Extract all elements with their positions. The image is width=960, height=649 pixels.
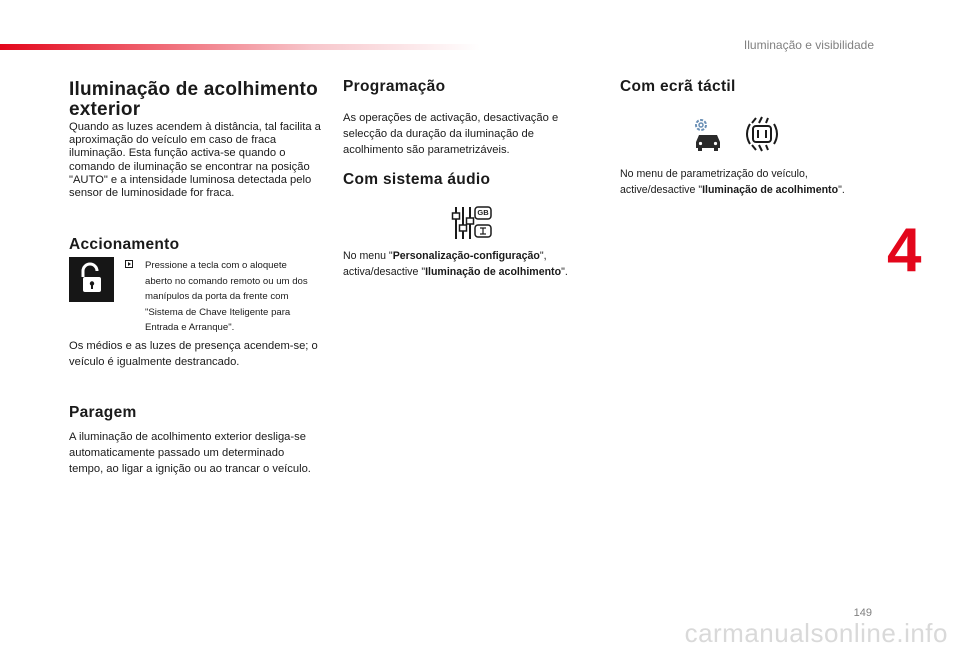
activation-bullet: Pressione a tecla com o aloquete aberto no comando remoto ou um dos manípulos da porta da frente com "Sistema de Chave Iteligente para Entrada e Arranque". bbox=[145, 260, 308, 333]
audio-heading: Com sistema áudio bbox=[343, 171, 491, 188]
touch-feature-name: Iluminação de acolhimento bbox=[702, 184, 839, 196]
intro-text bbox=[69, 121, 321, 200]
intro-paragraph: Quando as luzes acendem à distância, tal facilita a aproximação do veículo em caso de fraca iluminação. Esta função activa-se quando o comando de iluminação se encontrar na posição "AUTO" e a intensidade luminosa detectada pelo sensor de luminosidade for fraca. bbox=[69, 121, 321, 200]
audio-icon-label: GB bbox=[477, 208, 489, 217]
page-number: 149 bbox=[853, 607, 872, 619]
touch-text-part: ". bbox=[838, 184, 845, 196]
watermark: carmanualsonline.info bbox=[684, 618, 948, 648]
chapter-number: 4 bbox=[887, 216, 922, 285]
programming-heading: Programação bbox=[343, 78, 446, 95]
audio-text-part: No menu " bbox=[343, 250, 393, 262]
section-title: Iluminação de acolhimento exterior bbox=[69, 79, 318, 120]
audio-feature-name: Iluminação de acolhimento bbox=[425, 266, 562, 278]
touch-text-part: No menu de parametrização do veículo, active/desactive " bbox=[620, 168, 808, 196]
bullet-arrow-icon bbox=[125, 259, 135, 271]
audio-settings-icon bbox=[451, 205, 493, 241]
exterior-lighting-icon bbox=[742, 116, 782, 152]
programming-text: As operações de activação, desactivação e selecção da duração da iluminação de acolhimento são parametrizáveis. bbox=[343, 112, 559, 156]
vehicle-settings-icon bbox=[690, 116, 726, 152]
touchscreen-text bbox=[620, 166, 882, 198]
audio-text bbox=[343, 248, 598, 280]
chapter-title: Iluminação e visibilidade bbox=[743, 38, 874, 52]
stop-text: A iluminação de acolhimento exterior desliga-se automaticamente passado um determinado tempo, ao ligar a ignição ou ao trancar o veículo. bbox=[69, 431, 311, 475]
activation-note: Os médios e as luzes de presença acendem-se; o veículo é igualmente destrancado. bbox=[69, 340, 318, 368]
unlock-key-icon bbox=[69, 257, 114, 302]
header-red-bar bbox=[0, 44, 480, 50]
audio-text-part: ", activa/desactive " bbox=[343, 250, 547, 278]
touchscreen-heading: Com ecrã táctil bbox=[620, 78, 736, 95]
stop-heading: Paragem bbox=[69, 404, 137, 421]
audio-menu-name: Personalização-configuração bbox=[392, 250, 540, 262]
audio-text-part: ". bbox=[561, 266, 568, 278]
activation-heading: Accionamento bbox=[69, 236, 180, 253]
